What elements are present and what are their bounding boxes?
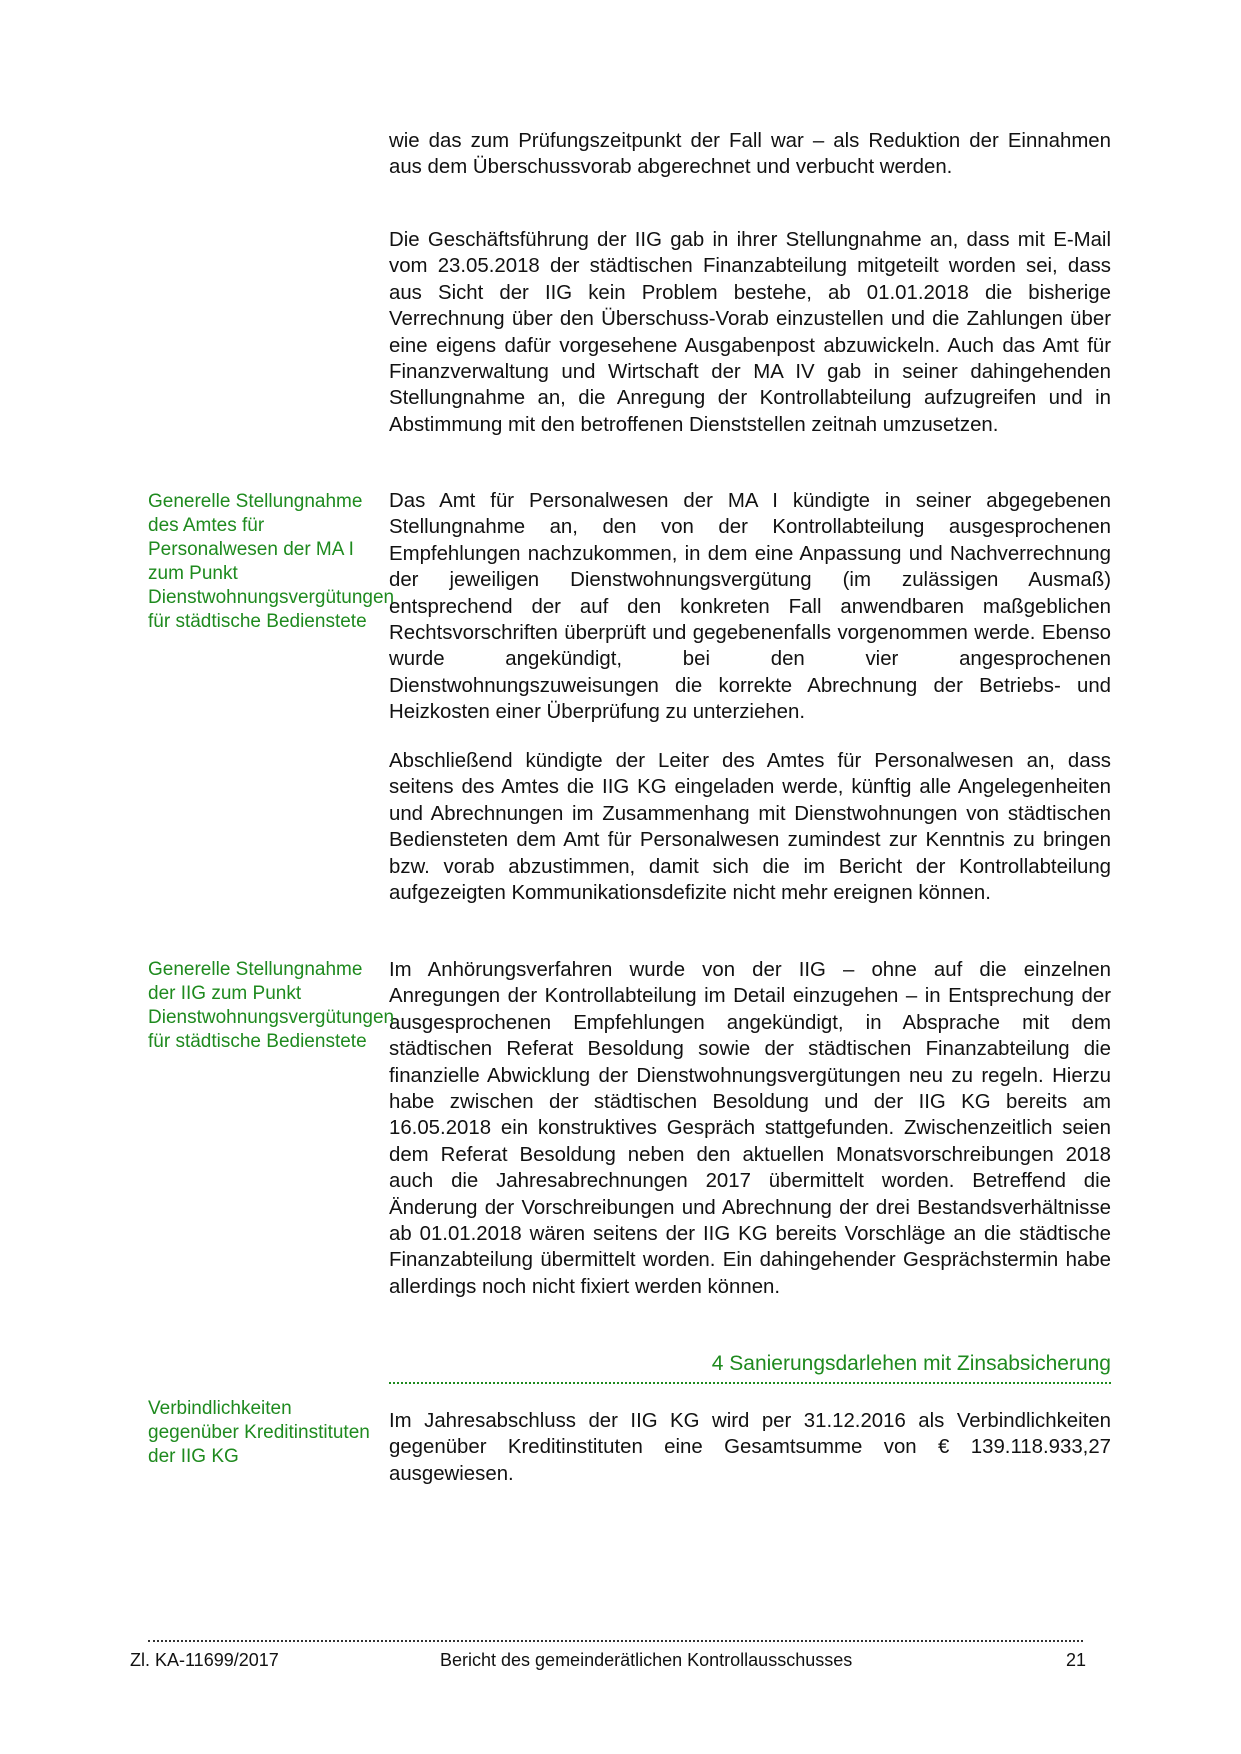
footer-title: Bericht des gemeinderätlichen Kontrollausschusses: [440, 1650, 853, 1670]
margin-note-personnel-office: Generelle Stellungnahme des Amtes für Personalwesen der MA I zum Punkt Dienstwohnungsvergütungen für städtische Bedienstete: [148, 491, 395, 632]
paragraph-personnel-office-conclusion: Abschließend kündigte der Leiter des Amtes für Personalwesen an, dass seitens des Amtes die IIG KG eingeladen werde, künftig alle Angelegenheiten und Abrechnungen im Zusammenhang mit Dienstwohnungen von städtischen Bediensteten dem Amt für Personalwesen zumindest zur Kenntnis zu bringen bzw. vorab abzustimmen, damit sich die im Bericht der Kontrollabteilung aufgezeigten Kommunikationsdefizite nicht mehr ereignen können.: [389, 750, 1111, 905]
footer-rule: [148, 1640, 1083, 1642]
paragraph-bank-liabilities: Im Jahresabschluss der IIG KG wird per 31.12.2016 als Verbindlichkeiten gegenüber Kreditinstituten eine Gesamtsumme von € 139.118.933,27 ausgewiesen.: [389, 1410, 1111, 1485]
paragraph-personnel-office-statement: Das Amt für Personalwesen der MA I kündigte in seiner abgegebenen Stellungnahme an, den von der Kontrollabteilung ausgesprochenen Empfehlungen nachzukommen, in dem eine Anpassung und Nachverrechnung der jeweiligen Dienstwohnungsvergütung (im zulässigen Ausmaß) entsprechend der auf den konkreten Fall anwendbaren maßgeblichen Rechtsvorschriften überprüft und gegebenenfalls vorgenommen werde. Ebenso wurde angekündigt, bei den vier angesprochenen Dienstwohnungszuweisungen die korrekte Abrechnung der Betriebs- und Heizkosten einer Überprüfung zu unterziehen.: [389, 490, 1111, 724]
paragraph-intro-continuation: wie das zum Prüfungszeitpunkt der Fall war – als Reduktion der Einnahmen aus dem Überschussvorab abgerechnet und verbucht werden.: [389, 130, 1111, 179]
margin-note-iig-statement: Generelle Stellungnahme der IIG zum Punkt Dienstwohnungsvergütungen für städtische Bedienstete: [148, 959, 395, 1052]
section-heading: 4 Sanierungsdarlehen mit Zinsabsicherung: [711, 1352, 1111, 1375]
paragraph-iig-statement: Die Geschäftsführung der IIG gab in ihrer Stellungnahme an, dass mit E-Mail vom 23.05.2018 der städtischen Finanzabteilung mitgeteilt worden sei, dass aus Sicht der IIG kein Problem bestehe, ab 01.01.2018 die bisherige Verrechnung über den Überschuss-Vorab einzustellen und die Zahlungen über eine eigens dafür vorgesehene Ausgabenpost abzuwickeln. Auch das Amt für Finanzverwaltung und Wirtschaft der MA IV gab in seiner dahingehenden Stellungnahme an, die Anregung der Kontrollabteilung aufzugreifen und in Abstimmung mit den betroffenen Dienststellen zeitnah umzusetzen.: [389, 229, 1111, 436]
margin-note-bank-liabilities: Verbindlichkeiten gegenüber Kreditinstituten der IIG KG: [148, 1398, 370, 1467]
footer-doc-number: Zl. KA-11699/2017: [130, 1650, 279, 1670]
section-heading-rule: [389, 1382, 1111, 1384]
paragraph-iig-hearing: Im Anhörungsverfahren wurde von der IIG – ohne auf die einzelnen Anregungen der Kontrollabteilung im Detail einzugehen – in Entsprechung der ausgesprochenen Empfehlungen angekündigt, in Absprache mit dem städtischen Referat Besoldung sowie der städtischen Finanzabteilung die finanzielle Abwicklung der Dienstwohnungsvergütungen neu zu regeln. Hierzu habe zwischen der städtischen Besoldung und der IIG KG bereits am 16.05.2018 ein konstruktives Gespräch stattgefunden. Zwischenzeitlich seien dem Referat Besoldung neben den aktuellen Monatsvorschreibungen 2018 auch die Jahresabrechnungen 2017 übermittelt worden. Betreffend die Änderung der Vorschreibungen und Abrechnung der drei Bestandsverhältnisse ab 01.01.2018 wären seitens der IIG KG bereits Vorschläge an die städtische Finanzabteilung übermittelt worden. Ein dahingehender Gesprächstermin habe allerdings noch nicht fixiert werden können.: [389, 959, 1111, 1298]
footer-page-number: 21: [1065, 1650, 1086, 1670]
